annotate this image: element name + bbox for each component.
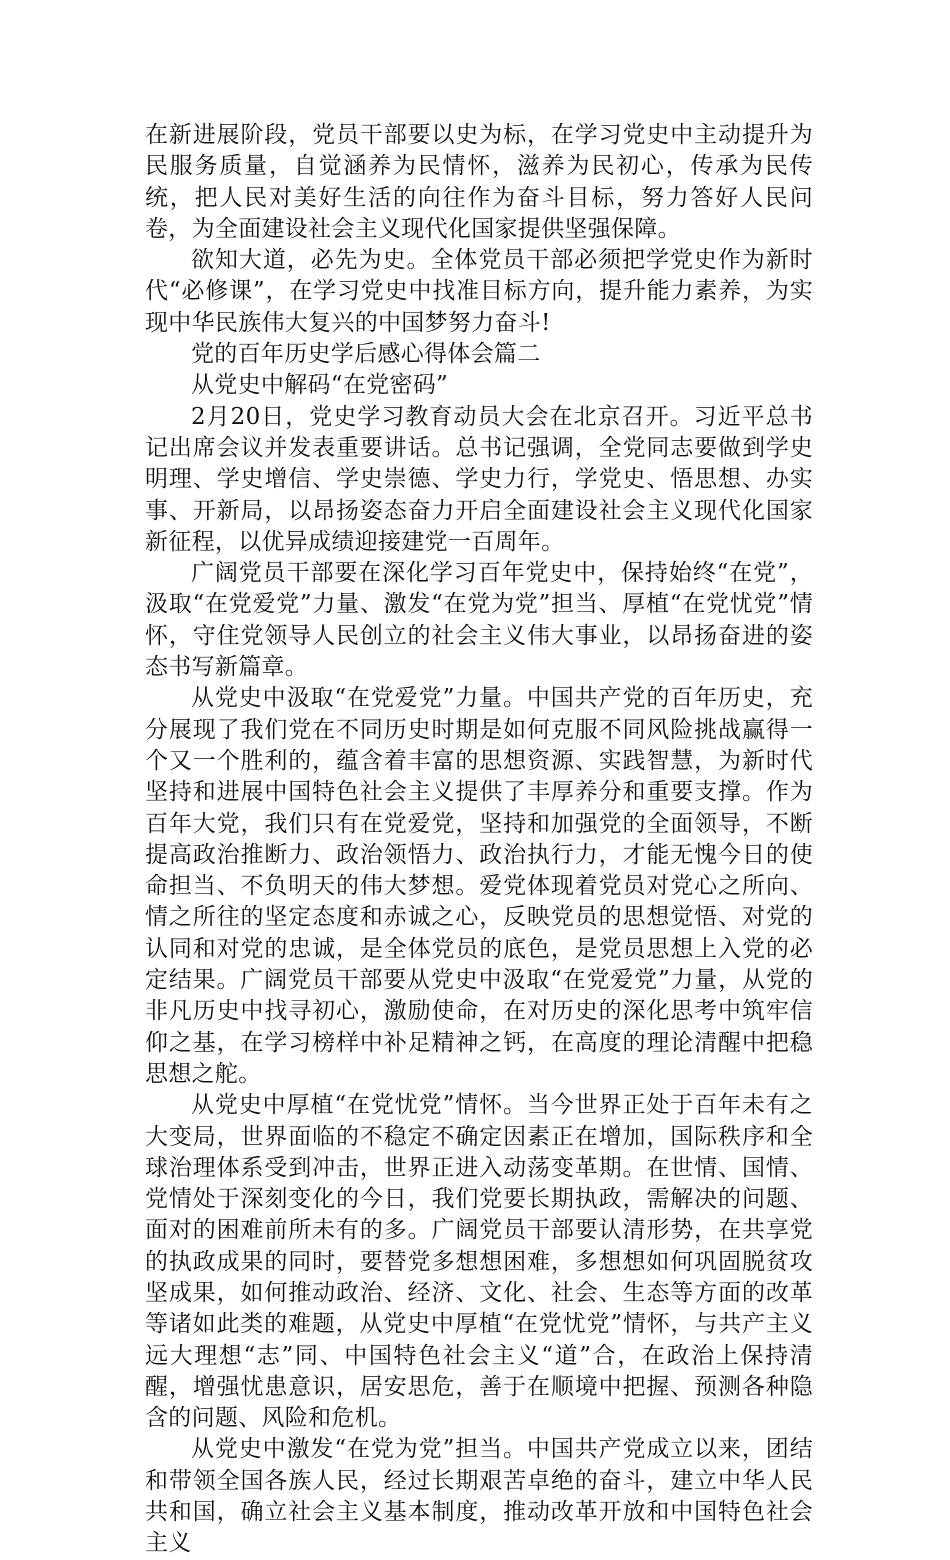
- article-subtitle: 从党史中解码“在党密码”: [191, 372, 449, 399]
- paragraph-meeting: 2月20日，党史学习教育动员大会在北京召开。习近平总书记出席会议并发表重要讲话。总书记强调，全党同志要做到学史明理、学史增信、学史崇德、学史力行，学党史、悟思想、办实事、开新局，以昂扬姿态奋力开启全面建设社会主义现代化国家新征程，以优异成绩迎接建党一百周年。: [145, 403, 813, 555]
- paragraph-serve-party: 从党史中激发“在党为党”担当。中国共产党成立以来，团结和带领全国各族人民，经过长期艰苦卓绝的奋斗，建立中华人民共和国，确立社会主义基本制度，推动改革开放和中国特色社会主义: [145, 1436, 813, 1557]
- paragraph-cadres: 广阔党员干部要在深化学习百年党史中，保持始终“在党”，汲取“在党爱党”力量、激发“在党为党”担当、厚植“在党忧党”情怀，守住党领导人民创立的社会主义伟大事业，以昂扬奋进的姿态书写新篇章。: [145, 560, 813, 681]
- article-title: 党的百年历史学后感心得体会篇二: [191, 341, 541, 368]
- paragraph-love-party: 从党史中汲取“在党爱党”力量。中国共产党的百年历史，充分展现了我们党在不同历史时期是如何克服不同风险挑战赢得一个又一个胜利的，蕴含着丰富的思想资源、实践智慧，为新时代坚持和进展中国特色社会主义提供了丰厚养分和重要支撑。作为百年大党，我们只有在党爱党，坚持和加强党的全面领导，不断提高政治推断力、政治领悟力、政治执行力，才能无愧今日的使命担当、不负明天的伟大梦想。爱党体现着党员对党心之所向、情之所往的坚定态度和赤诚之心，反映党员的思想觉悟、对党的认同和对党的忠诚，是全体党员的底色，是党员思想上入党的必定结果。广阔党员干部要从党史中汲取“在党爱党”力量，从党的非凡历史中找寻初心，激励使命，在对历史的深化思考中筑牢信仰之基，在学习榜样中补足精神之钙，在高度的理论清醒中把稳思想之舵。: [145, 685, 813, 1087]
- paragraph-worry-party: 从党史中厚植“在党忧党”情怀。当今世界正处于百年未有之大变局，世界面临的不稳定不确定因素正在增加，国际秩序和全球治理体系受到冲击，世界正进入动荡变革期。在世情、国情、党情处于深刻变化的今日，我们党要长期执政，需解决的问题、面对的困难前所未有的多。广阔党员干部要认清形势，在共享党的执政成果的同时，要替党多想想困难，多想想如何巩固脱贫攻坚成果，如何推动政治、经济、文化、社会、生态等方面的改革等诸如此类的难题，从党史中厚植“在党忧党”情怀，与共产主义远大理想“志”同、中国特色社会主义“道”合，在政治上保持清醒，增强忧患意识，居安思危，善于在顺境中把握、预测各种隐含的问题、风险和危机。: [145, 1092, 813, 1432]
- paragraph-continuation: 在新进展阶段，党员干部要以史为标，在学习党史中主动提升为民服务质量，自觉涵养为民情怀，滋养为民初心，传承为民传统，把人民对美好生活的向往作为奋斗目标，努力答好人民问卷，为全面建设社会主义现代化国家提供坚强保障。: [145, 122, 813, 242]
- paragraph-conclusion: 欲知大道，必先为史。全体党员干部必须把学党史作为新时代“必修课”，在学习党史中找准目标方向，提升能力素养，为实现中华民族伟大复兴的中国梦努力奋斗!: [145, 247, 813, 336]
